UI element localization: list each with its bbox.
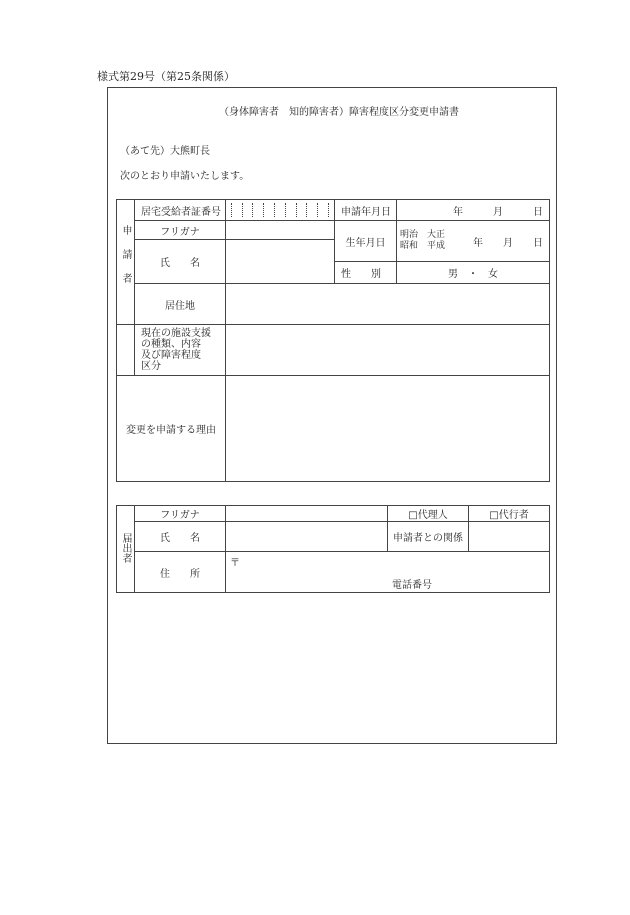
relation-label: 申請者との関係 [388,522,469,552]
service-field[interactable] [226,325,550,376]
birth-date-field[interactable] [397,221,550,262]
application-date-field[interactable]: 年 月 日 [397,200,550,221]
furigana-label: フリガナ [135,221,226,240]
addressee: （あて先）大熊町長 [120,146,210,157]
gender-field[interactable]: 男 ・ 女 [397,262,550,284]
form-title: （身体障害者 知的障害者）障害程度区分変更申請書 [219,107,459,118]
notifier-section-label: 届出者 [117,506,135,593]
notifier-name-label: 氏 名 [135,522,226,552]
notifier-address-label: 住 所 [135,552,226,593]
era-options[interactable]: 明治 大正 昭和 平成 [400,230,446,251]
address-field[interactable] [226,284,550,325]
name-label: 氏 名 [135,240,226,284]
form-number: 様式第29号（第25条関係） [97,70,235,83]
birth-date-value: 年 月 日 [473,237,543,249]
cert-number-field[interactable] [226,200,335,221]
notifier-name-field[interactable] [226,522,388,552]
cert-number-label: 居宅受給者証番号 [135,200,226,221]
cert-number-boxes [226,203,334,217]
intro-text: 次のとおり申請いたします。 [120,171,250,182]
notifier-table [116,505,550,593]
address-label: 居住地 [135,284,226,325]
notifier-address-field[interactable] [226,552,550,593]
notifier-furigana-label: フリガナ [135,506,226,522]
furigana-field[interactable] [226,221,335,240]
relation-field[interactable] [469,522,550,552]
agent-checkbox[interactable]: □代理人 [388,506,469,522]
proxy-checkbox[interactable]: □代行者 [469,506,550,522]
phone-label: 電話番号 [392,580,432,591]
reason-label: 変更を申請する理由 [117,376,226,482]
birth-date-label: 生年月日 [335,221,397,262]
applicant-section-label: 申請者 [117,200,135,325]
name-field[interactable] [226,240,335,284]
notifier-furigana-field[interactable] [226,506,388,522]
applicant-table [116,199,550,482]
reason-field[interactable] [226,376,550,482]
postal-mark: 〒 [230,558,240,569]
application-date-label: 申請年月日 [335,200,397,221]
service-label: 現在の施設支援 の種類、内容 及び障害程度 区分 [135,325,226,376]
gender-label: 性 別 [335,262,397,284]
